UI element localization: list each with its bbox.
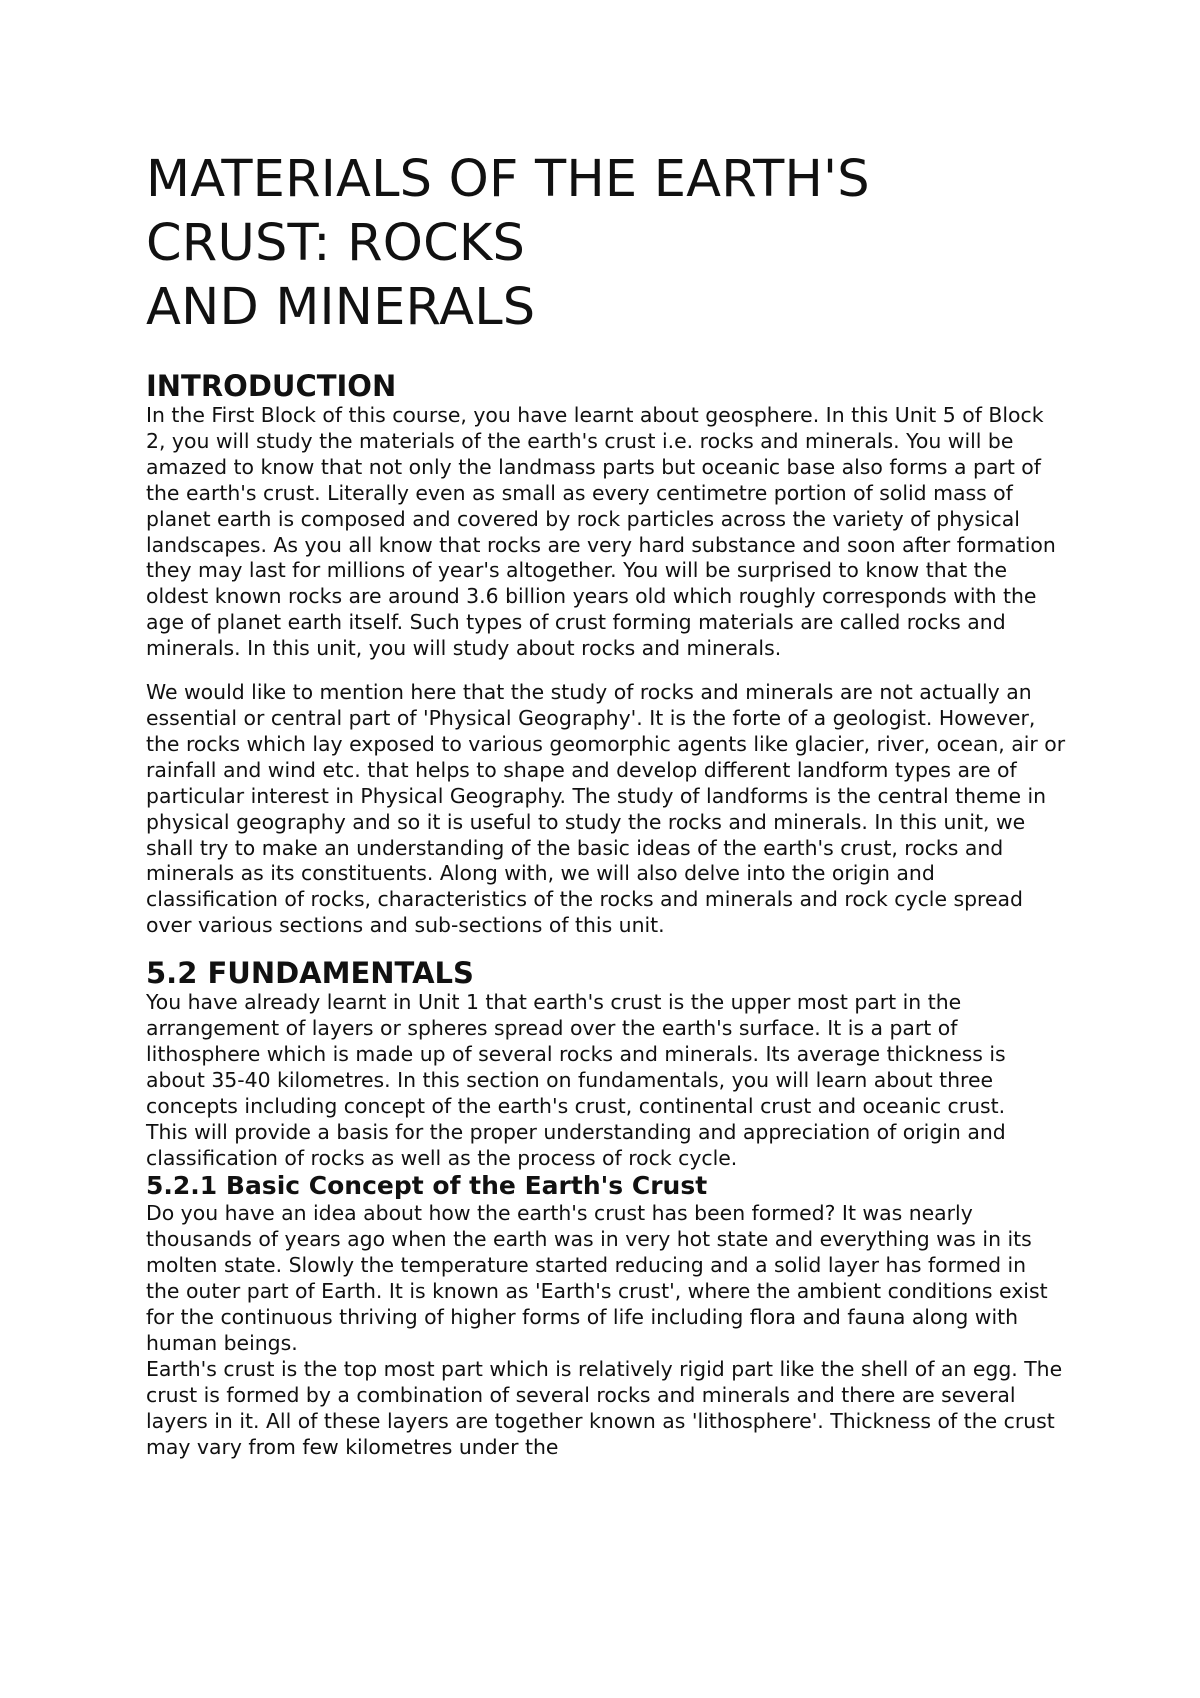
title-line-1: MATERIALS OF THE EARTH'S [146,150,870,209]
basic-concept-heading: 5.2.1 Basic Concept of the Earth's Crust [146,1171,708,1201]
fundamentals-heading: 5.2 FUNDAMENTALS [146,956,474,991]
title-line-2: CRUST: ROCKS [146,214,526,273]
document-title [146,148,1066,340]
document-page [146,148,1066,1461]
title-line-3: AND MINERALS [146,278,536,337]
introduction-paragraph-1: In the First Block of this course, you have learnt about geosphere. In this Unit 5 of Block 2, you will study the materials of the earth's crust i.e. rocks and minerals. You will be amazed to know that not only the landmass parts but oceanic base also forms a part of the earth's crust. Literally even as small as every centimetre portion of solid mass of planet earth is composed and covered by rock particles across the variety of physical landscapes. As you all know that rocks are very hard substance and soon after formation they may last for millions of year's altogether. You will be surprised to know that the oldest known rocks are around 3.6 billion years old which roughly corresponds with the age of planet earth itself. Such types of crust forming materials are called rocks and minerals. In this unit, you will study about rocks and minerals. [146,403,1056,661]
introduction-heading: INTRODUCTION [146,369,397,403]
basic-concept-paragraph-1: Do you have an idea about how the earth's crust has been formed? It was nearly thousands of years ago when the earth was in very hot state and everything was in its molten state. Slowly the temperature started reducing and a solid layer has formed in the outer part of Earth. It is known as 'Earth's crust', where the ambient conditions exist for the continuous thriving of higher forms of life including flora and fauna along with human beings. [146,1201,1048,1355]
introduction-paragraph-2: We would like to mention here that the study of rocks and minerals are not actually an essential or central part of 'Physical Geography'. It is the forte of a geologist. However, the rocks which lay exposed to various geomorphic agents like glacier, river, ocean, air or rainfall and wind etc. that helps to shape and develop different landform types are of particular interest in Physical Geography. The study of landforms is the central theme in physical geography and so it is useful to study the rocks and minerals. In this unit, we shall try to make an understanding of the basic ideas of the earth's crust, rocks and minerals as its constituents. Along with, we will also delve into the origin and classification of rocks, characteristics of the rocks and minerals and rock cycle spread over various sections and sub-sections of this unit. [146,680,1066,938]
basic-concept-paragraph-2: Earth's crust is the top most part which is relatively rigid part like the shell of an egg. The crust is formed by a combination of several rocks and minerals and there are several layers in it. All of these layers are together known as 'lithosphere'. Thickness of the crust may vary from few kilometres under the [146,1356,1063,1459]
fundamentals-paragraph-2: This will provide a basis for the proper understanding and appreciation of origin and classification of rocks as well as the process of rock cycle. [146,1119,1006,1170]
fundamentals-paragraph-1: You have already learnt in Unit 1 that earth's crust is the upper most part in the arrangement of layers or spheres spread over the earth's surface. It is a part of lithosphere which is made up of several rocks and minerals. Its average thickness is about 35-40 kilometres. In this section on fundamentals, you will learn about three concepts including concept of the earth's crust, continental crust and oceanic crust. [146,990,1006,1118]
